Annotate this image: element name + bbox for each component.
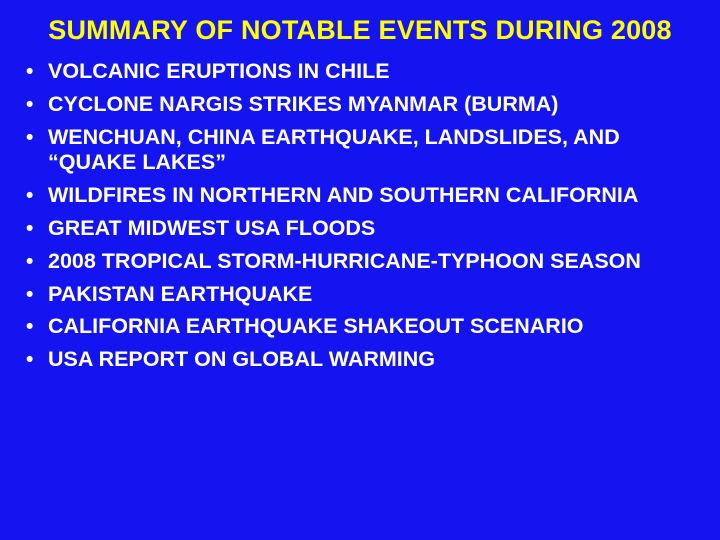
list-item (26, 125, 710, 177)
list-item-text: 2008 TROPICAL STORM-HURRICANE-TYPHOON SEASON (48, 248, 641, 273)
bullet-point-icon: • (26, 315, 34, 339)
list-item-text: CYCLONE NARGIS STRIKES MYANMAR (BURMA) (48, 91, 559, 116)
bullet-point-icon: • (26, 249, 34, 273)
list-item-text: PAKISTAN EARTHQUAKE (48, 281, 313, 306)
list-item-text: WENCHUAN, CHINA EARTHQUAKE, LANDSLIDES, AND “QUAKE LAKES” (48, 124, 620, 175)
list-item (26, 314, 710, 340)
list-item (26, 249, 710, 275)
list-item-text: GREAT MIDWEST USA FLOODS (48, 215, 376, 240)
list-item-text: USA REPORT ON GLOBAL WARMING (48, 347, 435, 372)
list-item-text: WILDFIRES IN NORTHERN AND SOUTHERN CALIFORNIA (48, 183, 639, 208)
list-item (26, 183, 710, 209)
bullet-point-icon: • (26, 59, 34, 83)
slide-title: SUMMARY OF NOTABLE EVENTS DURING 2008 (48, 15, 672, 45)
bullet-point-icon: • (26, 216, 34, 240)
bullet-point-icon: • (26, 282, 34, 306)
list-item (26, 282, 710, 308)
list-item-text: CALIFORNIA EARTHQUAKE SHAKEOUT SCENARIO (48, 314, 584, 339)
list-item (26, 347, 710, 373)
list-item (26, 59, 710, 85)
bullet-point-icon: • (26, 125, 34, 149)
bullet-point-icon: • (26, 184, 34, 208)
list-item (26, 92, 710, 118)
bullet-point-icon: • (26, 348, 34, 372)
list-item-text: VOLCANIC ERUPTIONS IN CHILE (48, 58, 390, 83)
bullet-list (0, 59, 720, 373)
list-item (26, 216, 710, 242)
bullet-point-icon: • (26, 92, 34, 116)
